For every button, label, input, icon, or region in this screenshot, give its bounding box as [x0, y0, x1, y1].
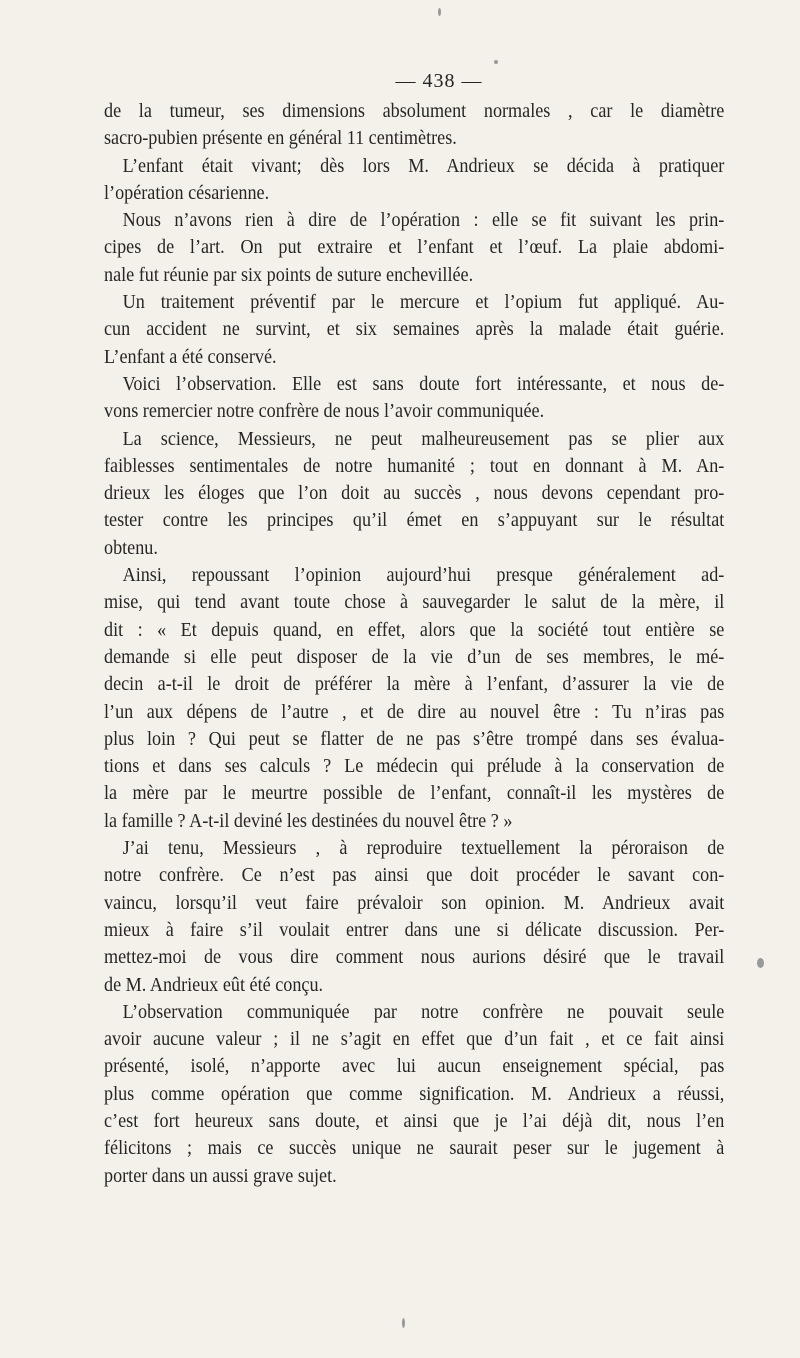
text-line: dit : « Et depuis quand, en effet, alors que la société tout entière se [104, 619, 725, 641]
text-line: demande si elle peut disposer de la vie d’un de ses membres, le mé- [104, 646, 725, 668]
text-line: Un traitement préventif par le mercure et l’opium fut appliqué. Au- [122, 292, 725, 314]
text-line: plus comme opération que comme signification. M. Andrieux a réussi, [104, 1083, 725, 1105]
paragraph [104, 207, 724, 289]
text-line: drieux les éloges que l’on doit au succès , nous devons cependant pro- [104, 483, 725, 505]
text-line: L’enfant a été conservé. [104, 346, 277, 368]
scan-speck [438, 8, 441, 16]
text-line: J’ai tenu, Messieurs , à reproduire textuellement la péroraison de [122, 838, 725, 860]
text-line: Nous n’avons rien à dire de l’opération : elle se fit suivant les prin- [122, 210, 725, 232]
text-line: la mère par le meurtre possible de l’enfant, connaît-il les mystères de [104, 783, 725, 805]
text-line: de la tumeur, ses dimensions absolument normales , car le diamètre [104, 101, 725, 122]
text-line: vons remercier notre confrère de nous l’avoir communiquée. [104, 401, 545, 423]
body-text [104, 98, 724, 1190]
text-line: L’enfant était vivant; dès lors M. Andrieux se décida à pratiquer [122, 155, 725, 177]
paragraph [104, 562, 724, 835]
text-line: vaincu, lorsqu’il veut faire prévaloir son opinion. M. Andrieux avait [104, 892, 725, 914]
text-line: avoir aucune valeur ; il ne s’agit en effet que d’un fait , et ce fait ainsi [104, 1029, 725, 1051]
text-line: decin a-t-il le droit de préférer la mère à l’enfant, d’assurer la vie de [104, 674, 725, 696]
paragraph [104, 289, 724, 371]
text-line: notre confrère. Ce n’est pas ainsi que doit procéder le savant con- [104, 865, 725, 887]
text-line: félicitons ; mais ce succès unique ne saurait peser sur le jugement à [104, 1138, 725, 1160]
text-line: plus loin ? Qui peut se flatter de ne pas s’être trompé dans ses évalua- [104, 728, 725, 750]
paragraph [104, 835, 724, 999]
paragraph [104, 999, 724, 1190]
text-line: La science, Messieurs, ne peut malheureusement pas se plier aux [122, 428, 725, 450]
text-line: Voici l’observation. Elle est sans doute fort intéressante, et nous de- [122, 373, 725, 395]
text-line: l’un aux dépens de l’autre , et de dire au nouvel être : Tu n’iras pas [104, 701, 725, 723]
text-line: l’opération césarienne. [104, 182, 270, 204]
paragraph [104, 98, 724, 153]
page-number: — 438 — [395, 70, 483, 92]
scan-speck [402, 1318, 405, 1328]
text-line: faiblesses sentimentales de notre humanité ; tout en donnant à M. An- [104, 455, 725, 477]
text-line: sacro-pubien présente en général 11 centimètres. [104, 128, 457, 150]
text-line: cipes de l’art. On put extraire et l’enfant et l’œuf. La plaie abdomi- [104, 237, 725, 259]
text-line: tester contre les principes qu’il émet en s’appuyant sur le résultat [104, 510, 725, 532]
text-line: porter dans un aussi grave sujet. [104, 1165, 337, 1187]
text-line: tions et dans ses calculs ? Le médecin qui prélude à la conservation de [104, 756, 725, 778]
text-line: c’est fort heureux sans doute, et ainsi que je l’ai déjà dit, nous l’en [104, 1110, 725, 1132]
text-line: mettez-moi de vous dire comment nous aurions désiré que le travail [104, 947, 725, 969]
scan-speck [494, 60, 498, 64]
text-line: présenté, isolé, n’apporte avec lui aucun enseignement spécial, pas [104, 1056, 725, 1078]
paragraph [104, 426, 724, 562]
paragraph [104, 153, 724, 208]
scan-speck [757, 958, 764, 968]
text-line: Ainsi, repoussant l’opinion aujourd’hui presque généralement ad- [122, 565, 725, 587]
text-line: obtenu. [104, 537, 158, 559]
text-line: nale fut réunie par six points de suture enchevillée. [104, 264, 474, 286]
paragraph [104, 371, 724, 426]
text-line: mieux à faire s’il voulait entrer dans une si délicate discussion. Per- [104, 919, 725, 941]
text-line: cun accident ne survint, et six semaines après la malade était guérie. [104, 319, 725, 341]
text-line: de M. Andrieux eût été conçu. [104, 974, 324, 996]
text-line: la famille ? A-t-il deviné les destinées du nouvel être ? » [104, 810, 513, 832]
text-line: L’observation communiquée par notre confrère ne pouvait seule [122, 1001, 725, 1023]
text-line: mise, qui tend avant toute chose à sauvegarder le salut de la mère, il [104, 592, 725, 614]
